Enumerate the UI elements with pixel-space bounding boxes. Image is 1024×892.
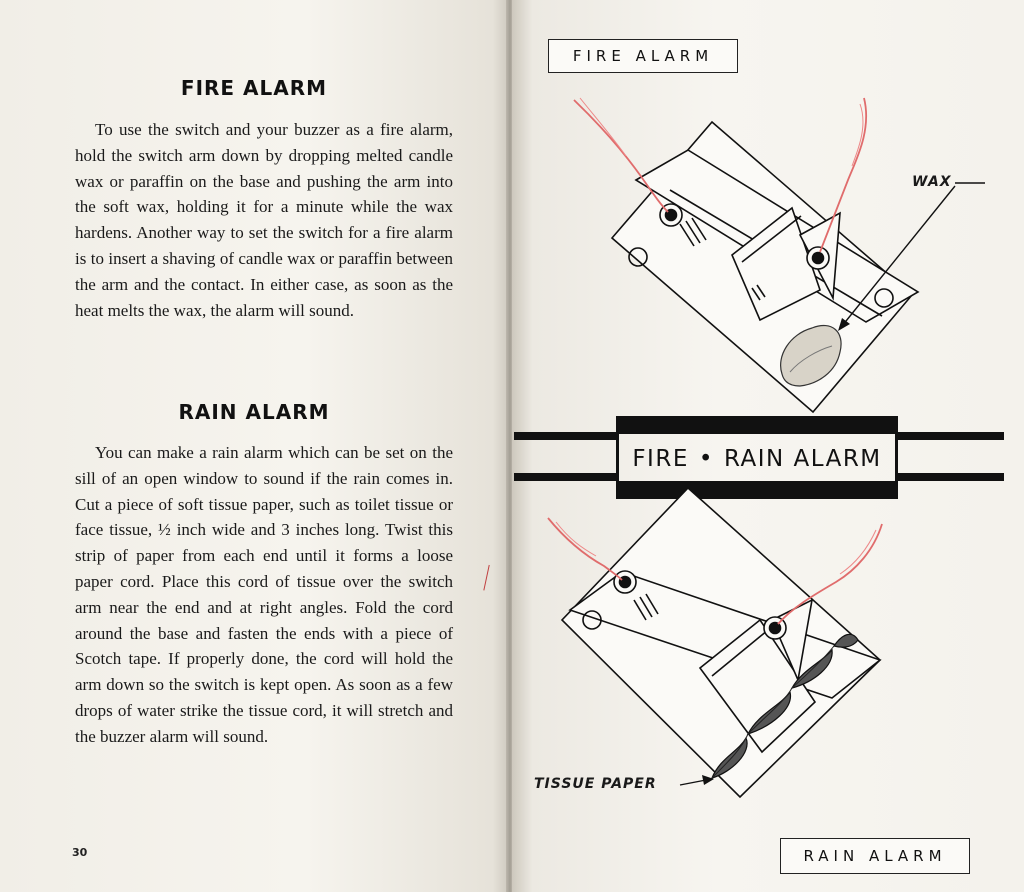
tissue-paper-label: TISSUE PAPER xyxy=(534,776,657,792)
rain-alarm-switch-diagram xyxy=(562,488,880,797)
tissue-pointer-line xyxy=(680,780,706,785)
fire-alarm-heading: FIRE ALARM xyxy=(180,76,328,100)
fire-wire-left xyxy=(574,100,668,212)
fire-alarm-switch-diagram xyxy=(612,122,918,412)
rain-wire-right xyxy=(778,524,882,624)
banner-title-rain-alarm: RAIN ALARM xyxy=(723,446,882,472)
page-number: 30 xyxy=(72,846,88,859)
banner-title-fire: FIRE xyxy=(632,446,689,472)
banner-title-bullet: • xyxy=(698,446,714,472)
banner-title xyxy=(618,437,896,481)
rain-alarm-heading: RAIN ALARM xyxy=(178,400,330,424)
fire-alarm-label-box: FIRE ALARM xyxy=(548,39,738,73)
fire-alarm-paragraph: To use the switch and your buzzer as a fire alarm, hold the switch arm down by dropping melted candle wax or paraffin on the base and pushing the arm into the soft wax, holding it for a minute while the wax hardens. Another way to set the switch for a fire alarm is to insert a shaving of candle wax or paraffin between the arm and the contact. In either case, as soon as the heat melts the wax, the alarm will sound. xyxy=(75,120,453,320)
wax-label: WAX xyxy=(912,174,952,190)
rain-alarm-paragraph: You can make a rain alarm which can be set on the sill of an open window to sound if the rain comes in. Cut a piece of soft tissue paper, such as toilet tissue or face tissue, ½ inch wide and 3 inches long. Twist this strip of paper from each end until it forms a loose paper cord. Place this cord of tissue over the switch arm near the end and at right angles. Fold the cord around the base and fasten the ends with a piece of Scotch tape. If properly done, the cord will hold the arm down so the switch is kept open. As soon as a few drops of water strike the tissue cord, it will stretch and the buzzer alarm will sound. xyxy=(75,443,453,746)
rain-alarm-label-box: RAIN ALARM xyxy=(780,838,970,874)
